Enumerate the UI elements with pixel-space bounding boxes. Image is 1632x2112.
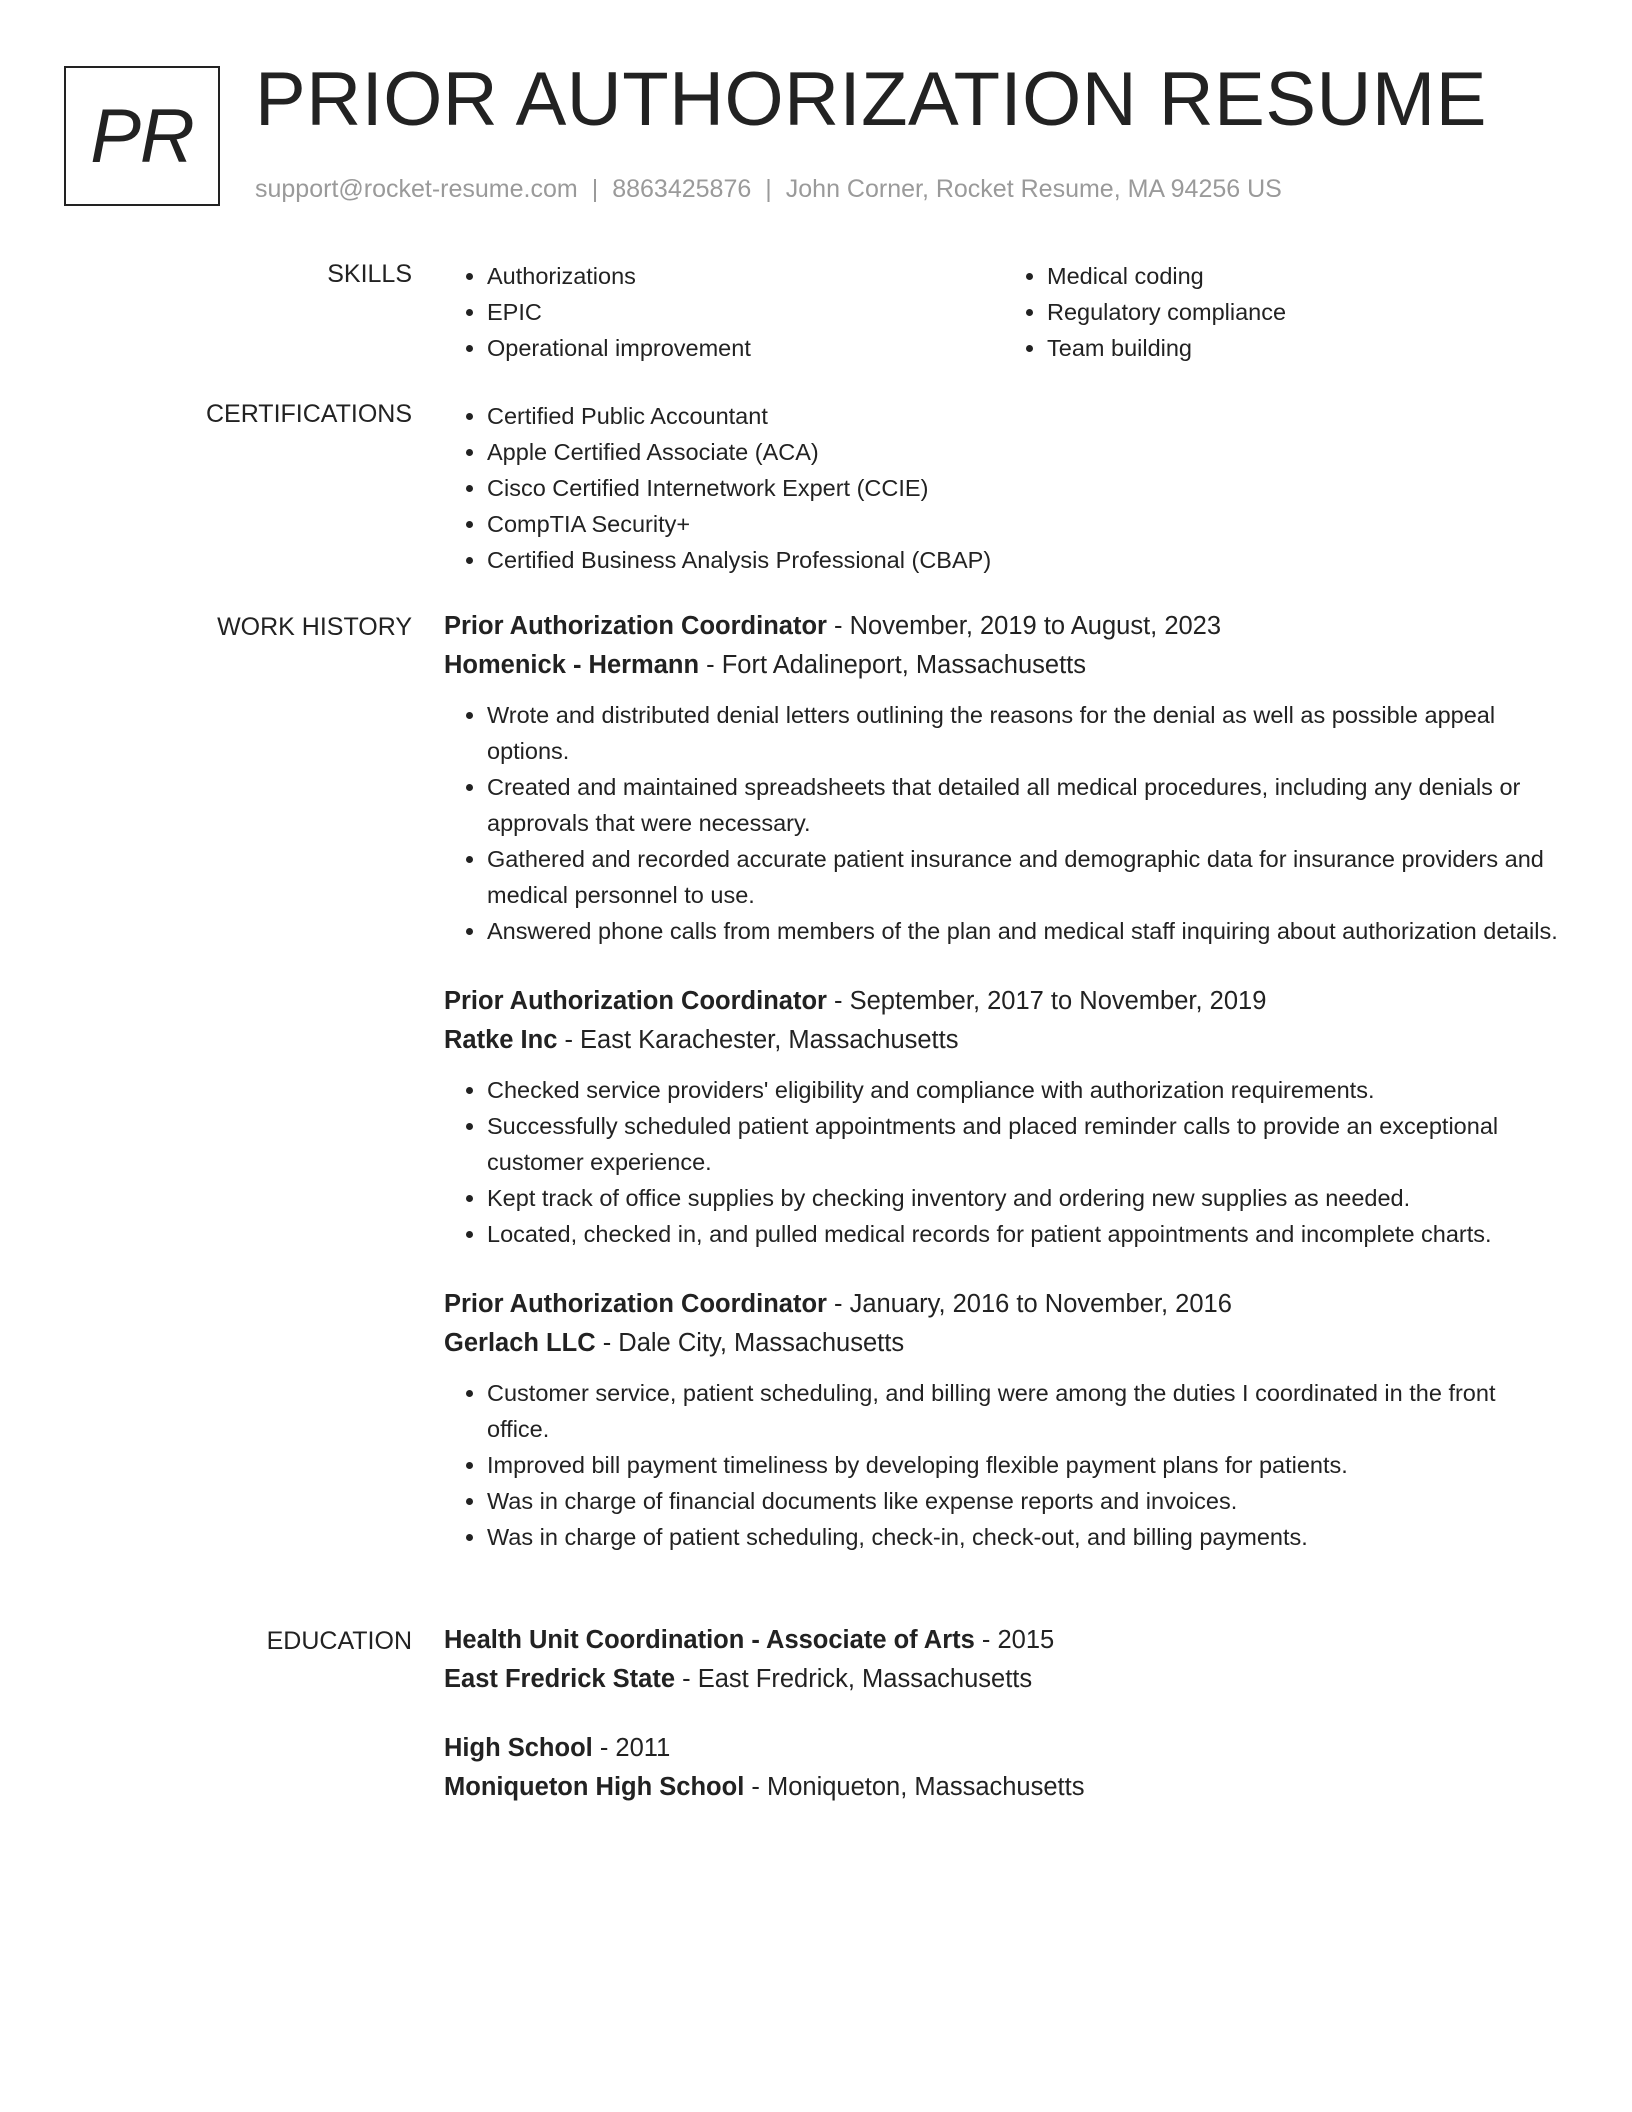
certifications-list: [444, 398, 1564, 578]
job-duties-list: [444, 1072, 1564, 1252]
skill-item: • Team building: [1047, 330, 1564, 366]
job-duties-list: [444, 1375, 1564, 1555]
education-school-line: [444, 1660, 1564, 1699]
skill-item: • Medical coding: [1047, 258, 1564, 294]
job-company: Ratke Inc: [444, 1026, 558, 1054]
skill-item: • EPIC: [487, 294, 1004, 330]
contact-line: [255, 175, 1282, 204]
certifications-heading: CERTIFICATIONS: [205, 400, 412, 428]
contact-separator: |: [591, 175, 599, 203]
contact-email: support@rocket-resume.com: [255, 175, 578, 203]
education-body: [444, 1621, 1564, 1837]
job-company-line: [444, 1021, 1564, 1060]
job-entry: [444, 982, 1564, 1252]
skills-heading: SKILLS: [327, 260, 412, 288]
education-location: - Moniqueton, Massachusetts: [744, 1773, 1085, 1801]
education-heading: EDUCATION: [266, 1627, 412, 1655]
skills-body: [444, 258, 1564, 366]
job-duty: • Kept track of office supplies by checking inventory and ordering new supplies as needed.: [487, 1180, 1564, 1216]
job-duty: • Checked service providers' eligibility and compliance with authorization requirements.: [487, 1072, 1564, 1108]
education-school: East Fredrick State: [444, 1665, 676, 1693]
job-title: Prior Authorization Coordinator: [444, 612, 827, 640]
job-dates: - November, 2019 to August, 2023: [826, 612, 1222, 640]
work-history-heading: WORK HISTORY: [217, 613, 412, 641]
job-duty: • Located, checked in, and pulled medical records for patient appointments and incomplete charts.: [487, 1216, 1564, 1252]
job-title-line: [444, 1285, 1564, 1324]
job-dates: - January, 2016 to November, 2016: [826, 1290, 1232, 1318]
skill-item: • Regulatory compliance: [1047, 294, 1564, 330]
education-degree-line: [444, 1621, 1564, 1660]
job-duty: • Was in charge of patient scheduling, check-in, check-out, and billing payments.: [487, 1519, 1564, 1555]
job-duty: • Successfully scheduled patient appointments and placed reminder calls to provide an exceptional customer experience.: [487, 1108, 1564, 1180]
contact-phone: 8863425876: [612, 175, 752, 203]
job-company-line: [444, 1324, 1564, 1363]
skill-item: • Operational improvement: [487, 330, 1004, 366]
education-entry: [444, 1729, 1564, 1807]
job-duties-list: [444, 697, 1564, 949]
certification-item: • Cisco Certified Internetwork Expert (CCIE): [487, 470, 1564, 506]
education-entry: [444, 1621, 1564, 1699]
job-duty: • Was in charge of financial documents like expense reports and invoices.: [487, 1483, 1564, 1519]
certification-item: • CompTIA Security+: [487, 506, 1564, 542]
skill-item: • Authorizations: [487, 258, 1004, 294]
job-duty: • Wrote and distributed denial letters outlining the reasons for the denial as well as possible appeal options.: [487, 697, 1564, 769]
job-title: Prior Authorization Coordinator: [444, 987, 827, 1015]
contact-separator: |: [765, 175, 772, 203]
monogram-logo: [64, 66, 220, 206]
job-dates: - September, 2017 to November, 2019: [826, 987, 1267, 1015]
certification-item: • Certified Business Analysis Professional (CBAP): [487, 542, 1564, 578]
certifications-body: [444, 398, 1564, 578]
monogram-text: PR: [90, 93, 194, 179]
job-entry: [444, 1285, 1564, 1555]
education-year: - 2015: [974, 1626, 1055, 1654]
job-duty: • Improved bill payment timeliness by developing flexible payment plans for patients.: [487, 1447, 1564, 1483]
education-location: - East Fredrick, Massachusetts: [675, 1665, 1033, 1693]
page-title: PRIOR AUTHORIZATION RESUME: [255, 57, 1487, 142]
skills-list-col2: [1004, 258, 1564, 366]
education-degree-line: [444, 1729, 1564, 1768]
education-year: - 2011: [592, 1734, 671, 1762]
work-history-body: [444, 607, 1564, 1588]
job-company: Gerlach LLC: [444, 1329, 596, 1357]
job-duty: • Answered phone calls from members of the plan and medical staff inquiring about authorization details.: [487, 913, 1564, 949]
job-duty: • Gathered and recorded accurate patient insurance and demographic data for insurance providers and medical personnel to use.: [487, 841, 1564, 913]
skills-columns: [444, 258, 1564, 366]
job-entry: [444, 607, 1564, 949]
job-title-line: [444, 982, 1564, 1021]
education-school-line: [444, 1768, 1564, 1807]
job-location: - Dale City, Massachusetts: [595, 1329, 905, 1357]
certification-item: • Certified Public Accountant: [487, 398, 1564, 434]
contact-address: John Corner, Rocket Resume, MA 94256 US: [785, 175, 1282, 203]
job-company: Homenick - Hermann: [444, 651, 700, 679]
education-degree: Health Unit Coordination - Associate of Arts: [444, 1626, 975, 1654]
job-company-line: [444, 646, 1564, 685]
education-school: Moniqueton High School: [444, 1773, 745, 1801]
job-title-line: [444, 607, 1564, 646]
job-location: - Fort Adalineport, Massachusetts: [699, 651, 1086, 679]
skills-list-col1: [444, 258, 1004, 366]
education-degree: High School: [444, 1734, 593, 1762]
certification-item: • Apple Certified Associate (ACA): [487, 434, 1564, 470]
job-duty: • Customer service, patient scheduling, and billing were among the duties I coordinated in the front office.: [487, 1375, 1564, 1447]
job-title: Prior Authorization Coordinator: [444, 1290, 827, 1318]
job-duty: • Created and maintained spreadsheets that detailed all medical procedures, including any denials or approvals that were necessary.: [487, 769, 1564, 841]
job-location: - East Karachester, Massachusetts: [557, 1026, 959, 1054]
